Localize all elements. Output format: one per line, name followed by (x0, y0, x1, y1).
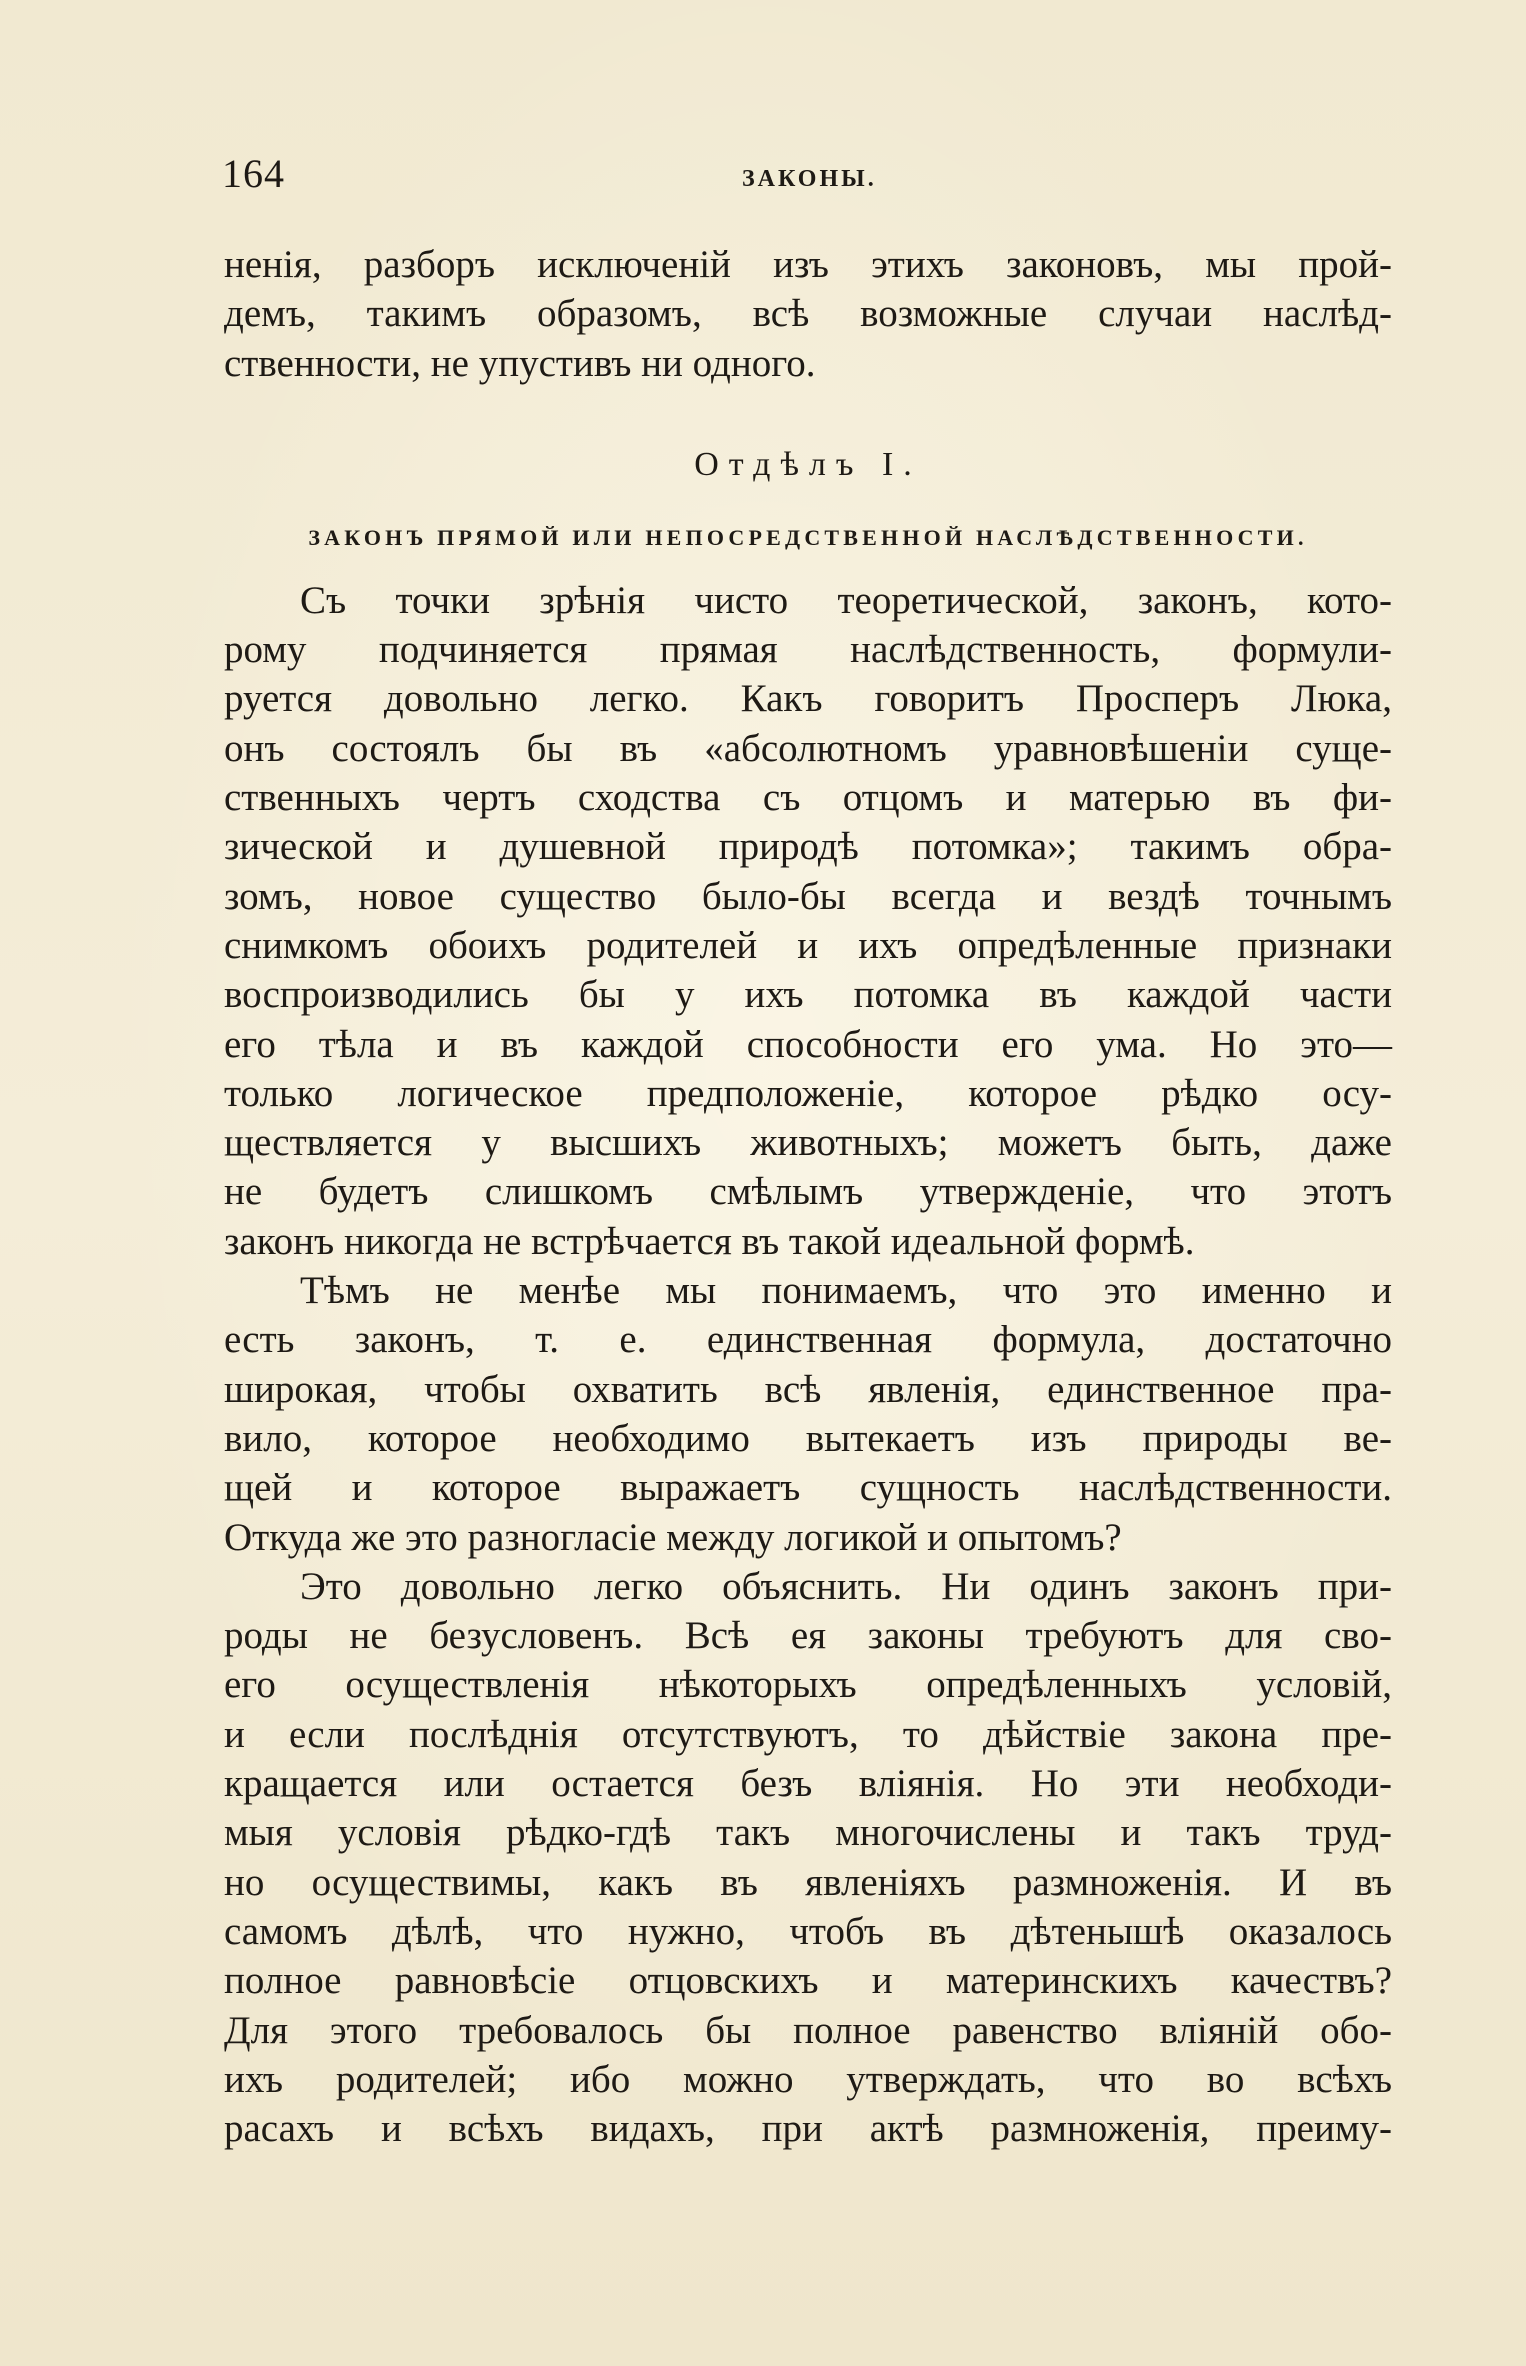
text-line: рому подчиняется прямая наслѣдственность, формули- (224, 628, 1392, 672)
section-heading: Отдѣлъ I. (694, 445, 922, 483)
text-line: ственности, не упустивъ ни одного. (224, 341, 816, 385)
text-line: мыя условія рѣдко-гдѣ такъ многочислены и такъ труд- (224, 1811, 1392, 1855)
text-line: щей и которое выражаетъ сущность наслѣдственности. (224, 1466, 1392, 1510)
page-number: 164 (222, 151, 285, 196)
text-line: ственныхъ чертъ сходства съ отцомъ и матерью въ фи- (224, 776, 1392, 820)
intro-paragraph (224, 240, 1392, 388)
text-line: кращается или остается безъ вліянія. Но эти необходи- (224, 1762, 1392, 1806)
text-line: широкая, чтобы охватить всѣ явленія, единственное пра- (224, 1367, 1392, 1411)
page-body (224, 240, 1392, 2153)
text-line: демъ, такимъ образомъ, всѣ возможные случаи наслѣд- (224, 292, 1392, 336)
paragraph-3 (224, 1562, 1392, 2154)
text-line: роды не безусловенъ. Всѣ ея законы требуютъ для сво- (224, 1614, 1392, 1658)
text-line: Съ точки зрѣнія чисто теоретической, законъ, кото- (300, 578, 1392, 622)
text-line: есть законъ, т. е. единственная формула, достаточно (224, 1318, 1392, 1362)
text-line: ихъ родителей; ибо можно утверждать, что во всѣхъ (224, 2057, 1392, 2101)
text-line: зомъ, новое существо было-бы всегда и вездѣ точнымъ (224, 874, 1392, 918)
text-line: и если послѣднія отсутствуютъ, то дѣйствіе закона пре- (224, 1712, 1392, 1756)
text-line: ненія, разборъ исключеній изъ этихъ законовъ, мы прой- (224, 243, 1392, 286)
text-line: его тѣла и въ каждой способности его ума. Но это— (224, 1022, 1392, 1066)
text-line: руется довольно легко. Какъ говоритъ Просперъ Люка, (224, 677, 1392, 721)
paragraph-2 (224, 1266, 1392, 1562)
text-line: онъ состоялъ бы въ «абсолютномъ уравновѣшеніи суще- (224, 726, 1392, 770)
text-line: только логическое предположеніе, которое рѣдко осу- (224, 1071, 1392, 1115)
text-line: самомъ дѣлѣ, что нужно, чтобъ въ дѣтенышѣ оказалось (224, 1909, 1392, 1953)
text-line: Для этого требовалось бы полное равенство вліяній обо- (224, 2008, 1392, 2052)
text-line: его осуществленія нѣкоторыхъ опредѣленныхъ условій, (224, 1663, 1392, 1707)
text-line: Это довольно легко объяснить. Ни одинъ законъ при- (300, 1564, 1392, 1608)
section-subheading: ЗАКОНЪ ПРЯМОЙ ИЛИ НЕПОСРЕДСТВЕННОЙ НАСЛѢДСТВЕННОСТИ. (308, 524, 1308, 550)
running-title: ЗАКОНЫ. (742, 166, 877, 192)
text-line: ществляется у высшихъ животныхъ; можетъ быть, даже (224, 1121, 1392, 1165)
paragraph-1 (224, 576, 1392, 1266)
text-line: не будетъ слишкомъ смѣлымъ утвержденіе, что этотъ (224, 1170, 1392, 1214)
text-line: но осуществимы, какъ въ явленіяхъ размноженія. И въ (224, 1860, 1392, 1904)
text-line: зической и душевной природѣ потомка»; такимъ обра- (224, 825, 1392, 869)
text-line: расахъ и всѣхъ видахъ, при актѣ размноженія, преиму- (224, 2107, 1392, 2151)
text-line: вило, которое необходимо вытекаетъ изъ природы ве- (224, 1416, 1392, 1460)
text-line: Тѣмъ не менѣе мы понимаемъ, что это именно и (300, 1269, 1392, 1313)
text-line: воспроизводились бы у ихъ потомка въ каждой части (224, 973, 1392, 1017)
running-head (222, 150, 1392, 210)
text-line: снимкомъ обоихъ родителей и ихъ опредѣленные признаки (224, 923, 1392, 967)
text-line: законъ никогда не встрѣчается въ такой идеальной формѣ. (224, 1219, 1195, 1263)
text-line: полное равновѣсіе отцовскихъ и материнскихъ качествъ? (224, 1959, 1392, 2003)
text-line: Откуда же это разногласіе между логикой и опытомъ? (224, 1515, 1122, 1559)
